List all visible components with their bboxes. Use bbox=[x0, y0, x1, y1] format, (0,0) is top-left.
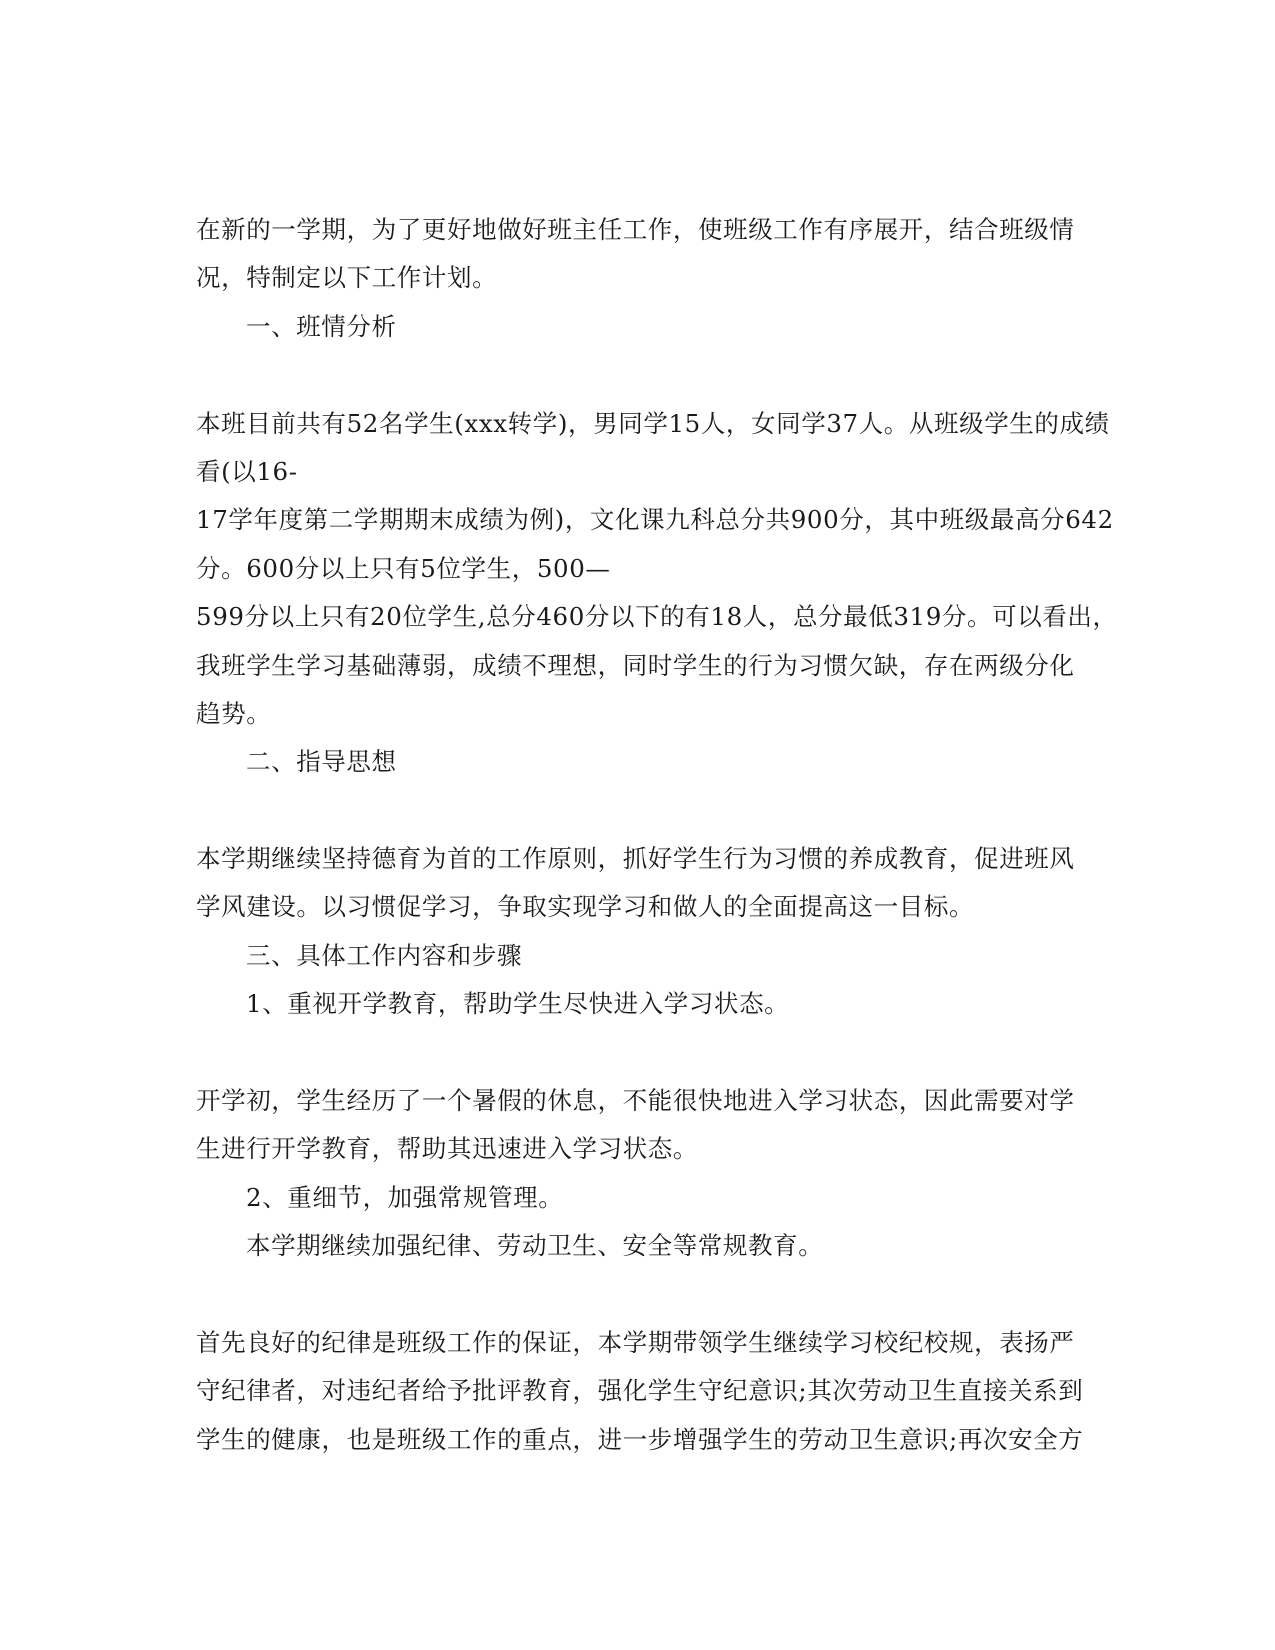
paragraph-line: 分。600分以上只有5位学生，500— bbox=[196, 553, 611, 583]
blank-line bbox=[196, 1271, 1101, 1319]
paragraph-line: 趋势。 bbox=[196, 698, 272, 728]
paragraph-line: 况，特制定以下工作计划。 bbox=[196, 263, 498, 293]
paragraph-line-indented: 本学期继续加强纪律、劳动卫生、安全等常规教育。 bbox=[246, 1231, 824, 1261]
blank-line bbox=[196, 351, 1101, 399]
paragraph-line: 守纪律者，对违纪者给予批评教育，强化学生守纪意识;其次劳动卫生直接关系到 bbox=[196, 1376, 1084, 1406]
paragraph-line: 我班学生学习基础薄弱，成绩不理想，同时学生的行为习惯欠缺，存在两级分化 bbox=[196, 650, 1075, 680]
subheading-item-2: 2、重细节，加强常规管理。 bbox=[246, 1182, 564, 1212]
paragraph-line: 本班目前共有52名学生(xxx转学)，男同学15人，女同学37人。从班级学生的成绩 bbox=[196, 408, 1110, 438]
paragraph-line: 学风建设。以习惯促学习，争取实现学习和做人的全面提高这一目标。 bbox=[196, 892, 975, 922]
blank-line bbox=[196, 1029, 1101, 1077]
paragraph-line: 学生的健康，也是班级工作的重点，进一步增强学生的劳动卫生意识;再次安全方 bbox=[196, 1424, 1084, 1454]
paragraph-line: 看(以16- bbox=[196, 456, 298, 486]
paragraph-line: 首先良好的纪律是班级工作的保证，本学期带领学生继续学习校纪校规，表扬严 bbox=[196, 1327, 1075, 1357]
paragraph-line: 599分以上只有20位学生,总分460分以下的有18人，总分最低319分。可以看出， bbox=[196, 602, 1118, 632]
document-body bbox=[196, 206, 1118, 1464]
paragraph-line: 17学年度第二学期期末成绩为例)，文化课九科总分共900分，其中班级最高分642 bbox=[196, 505, 1114, 535]
section-heading-work-content: 三、具体工作内容和步骤 bbox=[246, 940, 523, 970]
subheading-item-1: 1、重视开学教育，帮助学生尽快进入学习状态。 bbox=[246, 989, 790, 1019]
paragraph-line: 在新的一学期，为了更好地做好班主任工作，使班级工作有序展开，结合班级情 bbox=[196, 215, 1075, 244]
section-heading-class-analysis: 一、班情分析 bbox=[246, 311, 397, 341]
section-heading-guiding-idea: 二、指导思想 bbox=[246, 747, 397, 777]
paragraph-line: 开学初，学生经历了一个暑假的休息，不能很快地进入学习状态，因此需要对学 bbox=[196, 1086, 1075, 1116]
paragraph-line: 生进行开学教育，帮助其迅速进入学习状态。 bbox=[196, 1134, 698, 1164]
blank-line bbox=[196, 787, 1101, 835]
paragraph-line: 本学期继续坚持德育为首的工作原则，抓好学生行为习惯的养成教育，促进班风 bbox=[196, 844, 1075, 874]
